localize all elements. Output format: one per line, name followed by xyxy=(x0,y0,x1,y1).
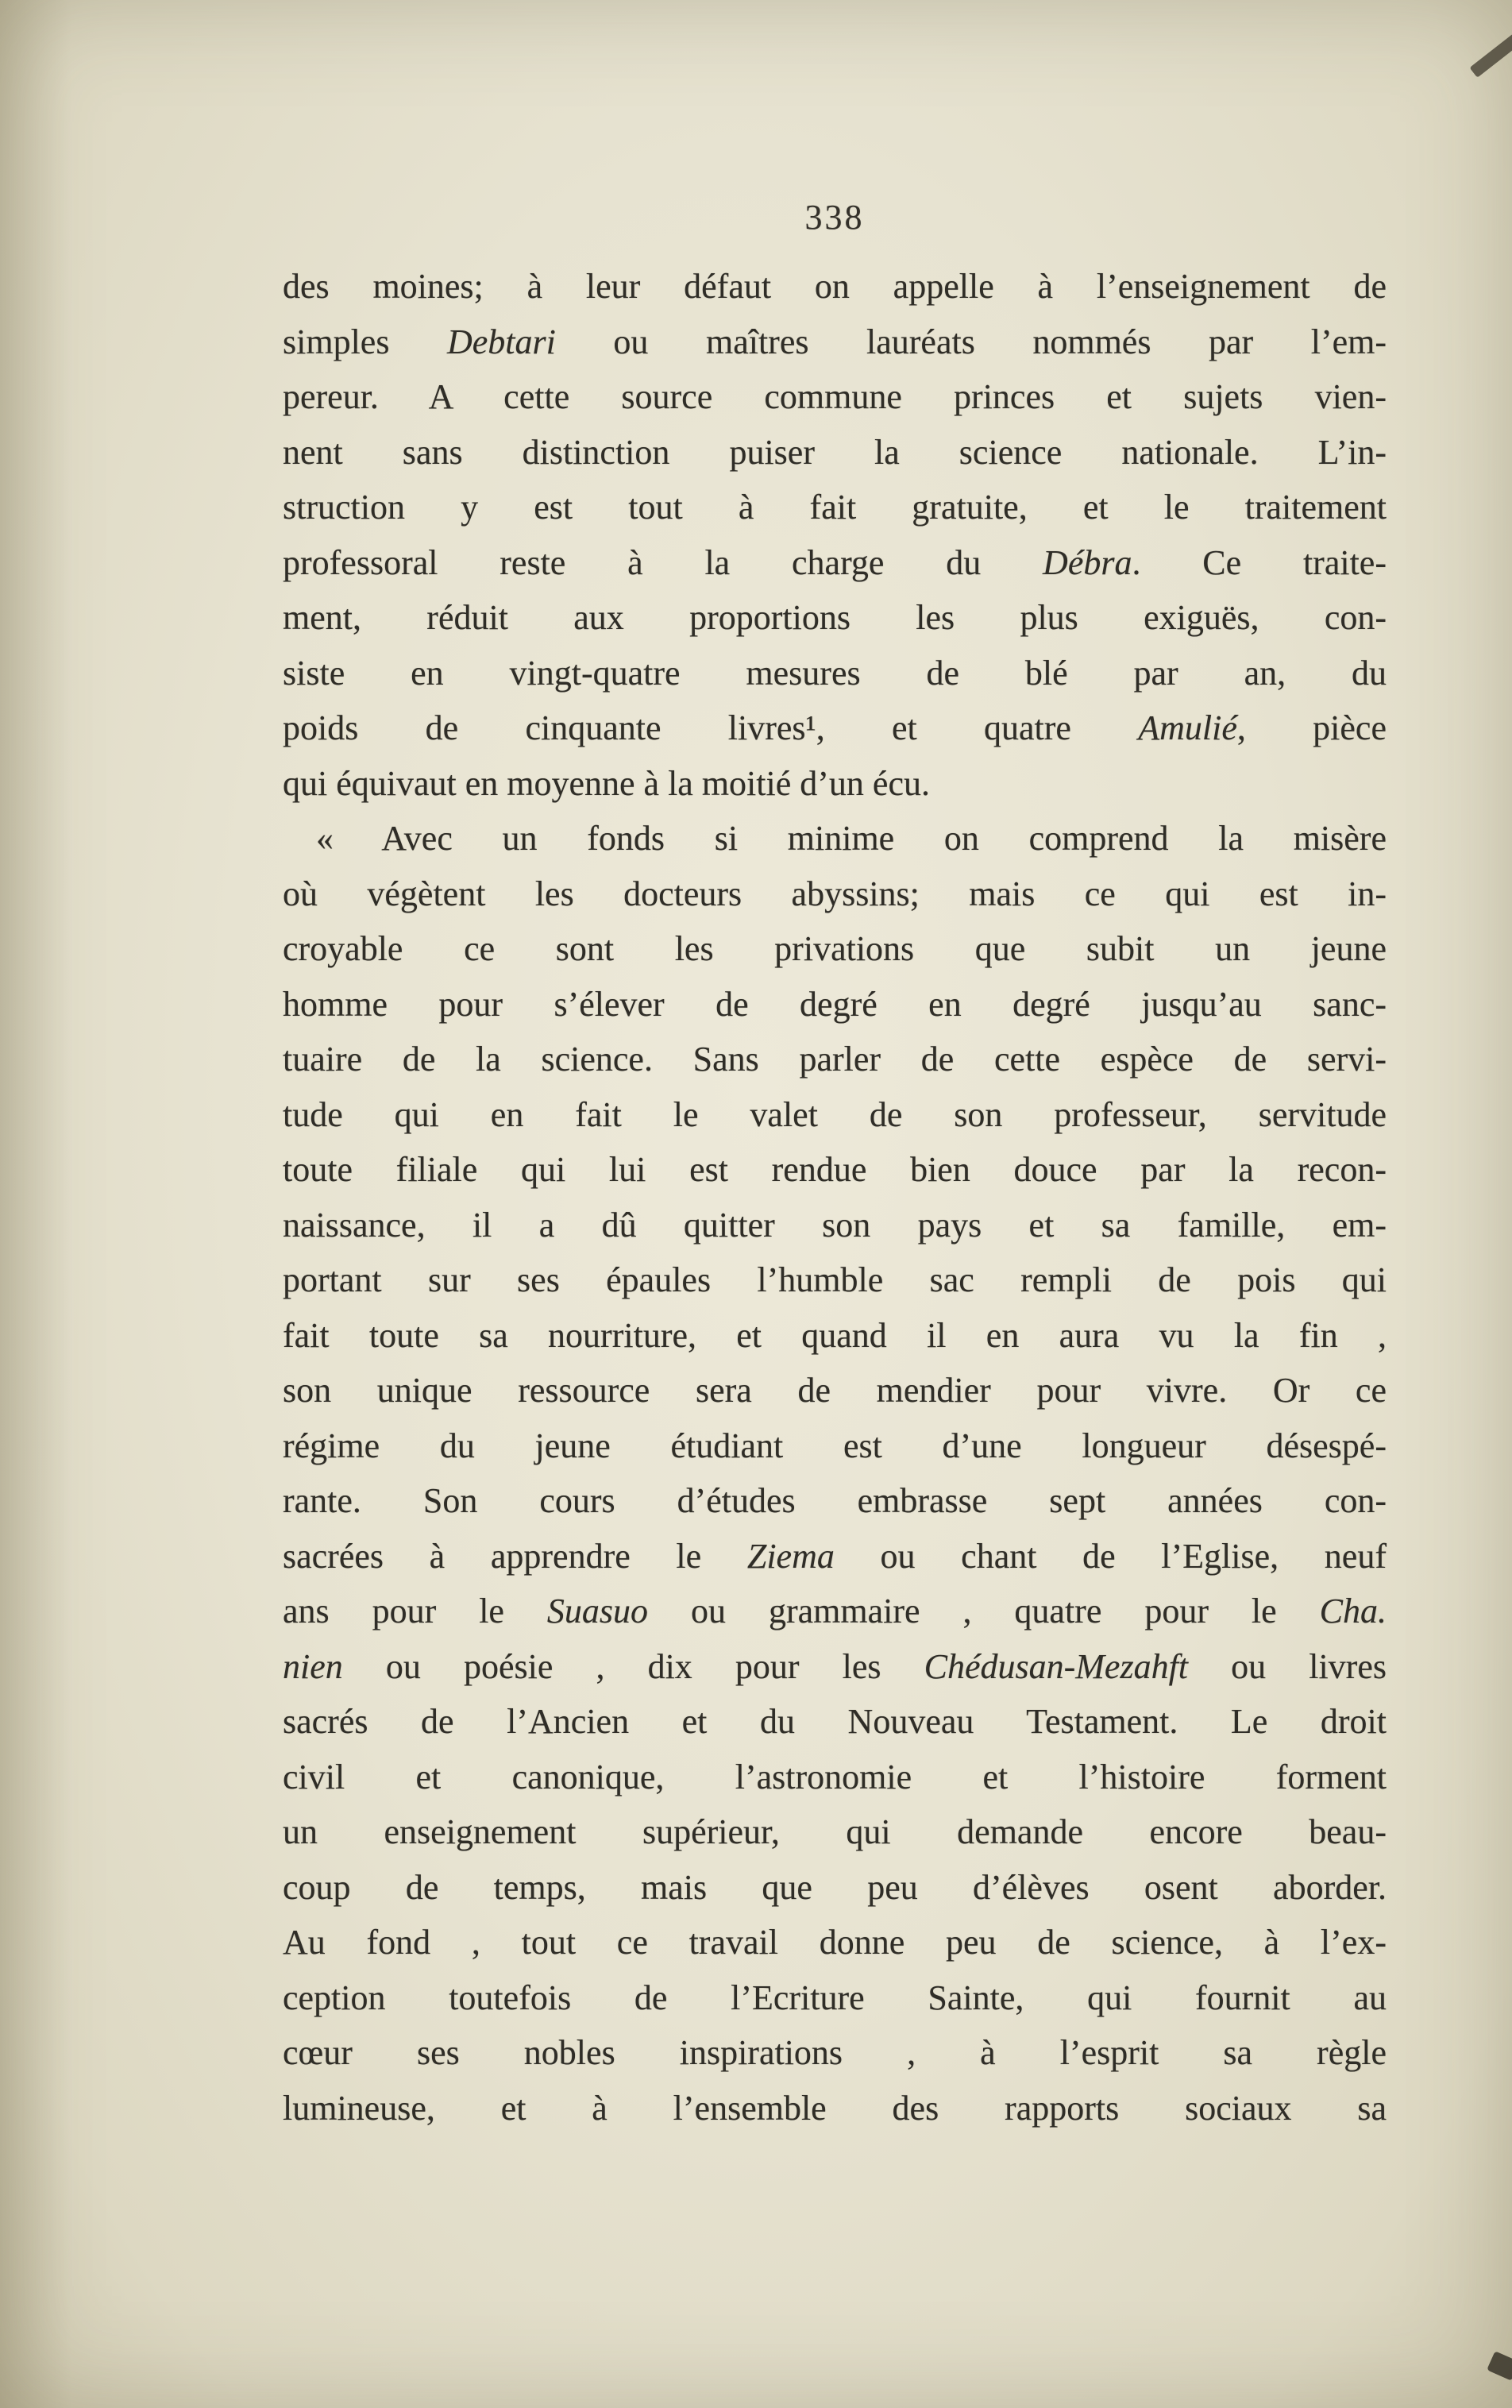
italic-term: Suasuo xyxy=(546,1592,649,1630)
text-segment: homme pour s’élever de degré en degré jusqu’au sanc- xyxy=(283,984,1387,1024)
text-line xyxy=(283,1584,1387,1639)
text-segment: coup de temps, mais que peu d’élèves osent aborder. xyxy=(283,1867,1387,1907)
italic-term: Ziema xyxy=(746,1536,835,1576)
text-line xyxy=(283,1198,1387,1253)
text-segment: Au fond , tout ce travail donne peu de science, à l’ex- xyxy=(283,1923,1387,1962)
text-segment: son unique ressource sera de mendier pour vivre. Or ce xyxy=(283,1371,1387,1410)
text-segment: ou chant de l’Eglise, neuf xyxy=(834,1536,1387,1576)
text-line xyxy=(283,1804,1387,1860)
text-segment: toute filiale qui lui est rendue bien douce par la recon- xyxy=(283,1150,1387,1189)
text-segment: cœur ses nobles inspirations , à l’esprit sa règle xyxy=(283,2033,1387,2072)
text-line xyxy=(283,480,1387,535)
text-line xyxy=(283,1529,1387,1584)
text-segment: portant sur ses épaules l’humble sac rempli de pois qui xyxy=(283,1260,1387,1299)
page-number: 338 xyxy=(804,198,865,237)
text-line xyxy=(283,535,1387,591)
text-segment: tude qui en fait le valet de son professeur, servitude xyxy=(283,1094,1387,1134)
text-segment: sacrés de l’Ancien et du Nouveau Testament. Le droit xyxy=(283,1702,1387,1741)
text-segment: , pièce xyxy=(1236,708,1387,747)
text-line xyxy=(283,756,1387,812)
text-segment: professoral reste à la charge du xyxy=(283,542,1043,582)
text-line xyxy=(283,425,1387,480)
text-line xyxy=(283,590,1387,646)
text-line xyxy=(283,2025,1387,2081)
text-segment: struction y est tout à fait gratuite, et le traitement xyxy=(283,488,1387,527)
text-segment: . Ce traite- xyxy=(1132,542,1387,582)
text-segment: rante. Son cours d’études embrasse sept années con- xyxy=(283,1481,1387,1520)
text-line xyxy=(283,1915,1387,1970)
text-segment: naissance, il a dû quitter son pays et sa famille, em- xyxy=(283,1205,1387,1245)
italic-term: nien xyxy=(283,1646,343,1686)
italic-term: Cha. xyxy=(1319,1592,1387,1630)
text-segment: des moines; à leur défaut on appelle à l’enseignement de xyxy=(283,267,1387,306)
text-line xyxy=(283,866,1387,922)
text-line xyxy=(283,977,1387,1032)
text-segment: simples xyxy=(283,322,447,361)
text-line xyxy=(283,315,1387,370)
text-segment: pereur. A cette source commune princes et sujets vien- xyxy=(283,377,1387,416)
italic-term: Debtari xyxy=(447,322,556,361)
text-line xyxy=(283,1970,1387,2026)
text-segment: lumineuse, et à l’ensemble des rapports sociaux sa xyxy=(283,2088,1387,2128)
text-line xyxy=(283,369,1387,425)
text-segment: ou poésie , dix pour les xyxy=(342,1646,924,1686)
text-segment: tuaire de la science. Sans parler de cette espèce de servi- xyxy=(283,1040,1387,1079)
text-line xyxy=(283,259,1387,315)
text-segment: ment, réduit aux proportions les plus exiguës, con- xyxy=(283,598,1387,637)
text-line xyxy=(283,1750,1387,1805)
text-segment: régime du jeune étudiant est d’une longueur désespé- xyxy=(283,1426,1387,1465)
text-line xyxy=(283,1142,1387,1198)
text-segment: qui équivaut en moyenne à la moitié d’un écu. xyxy=(283,763,930,803)
text-segment: poids de cinquante livres¹, et quatre xyxy=(283,708,1139,747)
text-segment: ou grammaire , quatre pour le xyxy=(648,1592,1320,1630)
text-line xyxy=(283,1363,1387,1418)
text-segment: siste en vingt-quatre mesures de blé par an, du xyxy=(283,653,1387,693)
text-line xyxy=(283,921,1387,977)
text-line xyxy=(283,646,1387,701)
scan-artifact-bottom-right xyxy=(1487,2351,1512,2381)
text-line xyxy=(283,1473,1387,1529)
italic-term: Débra xyxy=(1043,542,1132,582)
text-line xyxy=(283,1252,1387,1308)
text-segment: ou livres xyxy=(1188,1646,1387,1686)
text-segment: fait toute sa nourriture, et quand il en aura vu la fin , xyxy=(283,1315,1387,1355)
text-segment: ou maîtres lauréats nommés par l’em- xyxy=(555,322,1387,361)
text-line xyxy=(283,700,1387,756)
text-segment: nent sans distinction puiser la science nationale. L’in- xyxy=(283,432,1387,472)
scan-shadow-left xyxy=(0,0,71,2408)
text-segment: ans pour le xyxy=(283,1592,547,1630)
text-segment: sacrées à apprendre le xyxy=(283,1536,747,1576)
text-line xyxy=(283,1308,1387,1364)
scan-artifact-top-right xyxy=(1469,33,1512,78)
italic-term: Chédusan-Mezahft xyxy=(924,1646,1189,1686)
text-line xyxy=(283,1860,1387,1916)
text-line xyxy=(283,811,1387,866)
text-segment: où végètent les docteurs abyssins; mais ce qui est in- xyxy=(283,874,1387,913)
text-segment: un enseignement supérieur, qui demande encore beau- xyxy=(283,1812,1387,1851)
text-segment: croyable ce sont les privations que subit un jeune xyxy=(283,929,1387,968)
text-line xyxy=(283,1087,1387,1143)
body-text-block xyxy=(283,259,1387,2136)
text-line xyxy=(283,1694,1387,1750)
italic-term: Amulié xyxy=(1138,708,1237,747)
text-line xyxy=(283,1032,1387,1087)
text-line xyxy=(283,1418,1387,1474)
text-line xyxy=(283,1639,1387,1695)
text-segment: ception toutefois de l’Ecriture Sainte, qui fournit au xyxy=(283,1978,1387,2017)
text-segment: civil et canonique, l’astronomie et l’histoire forment xyxy=(283,1757,1387,1796)
text-segment: « Avec un fonds si minime on comprend la misère xyxy=(316,819,1387,858)
text-line xyxy=(283,2081,1387,2136)
